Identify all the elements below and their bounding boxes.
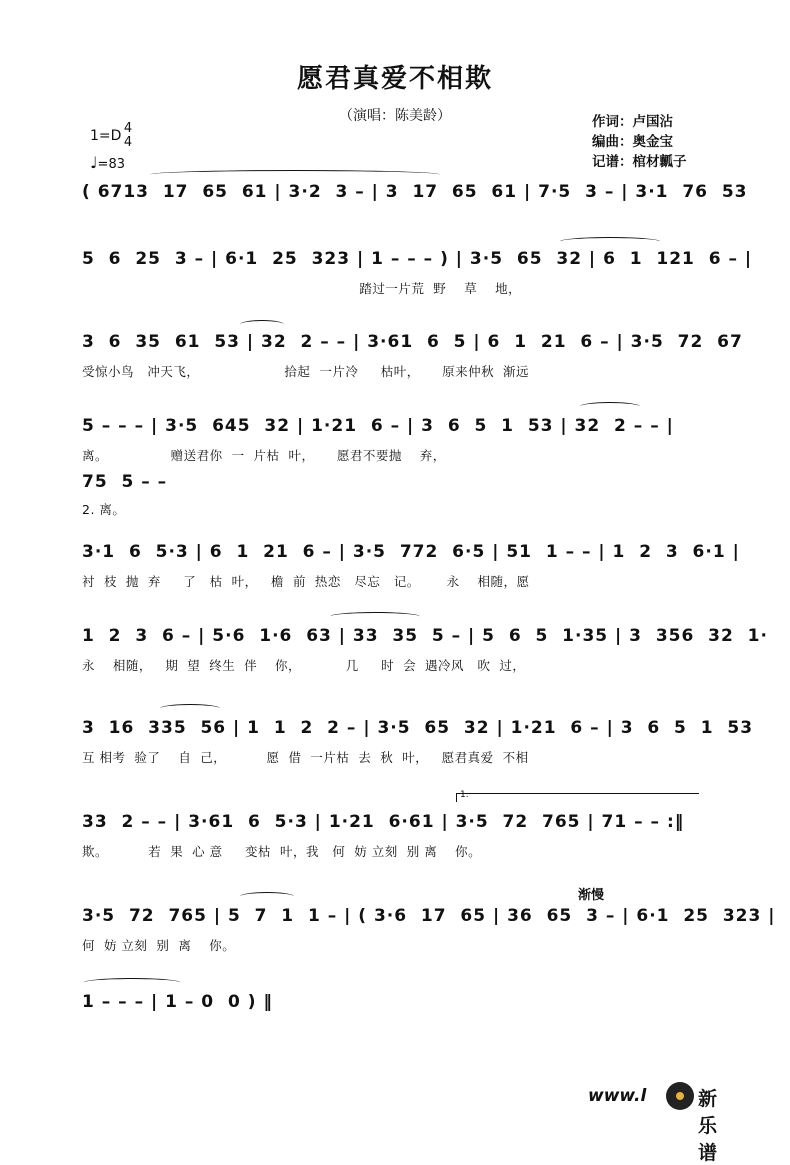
first-ending-bracket xyxy=(456,793,699,802)
time-signature xyxy=(122,122,134,150)
notes-line: 5 6 25 3 – | 6·1 25 323 | 1 – – – ) | 3·5 65 32 | 6 1 121 6 – | xyxy=(82,249,753,269)
lyrics-line: 2. 离。 xyxy=(82,502,126,517)
credits xyxy=(592,112,687,172)
record-disc-icon xyxy=(666,1082,694,1110)
notes-line: 3 6 35 61 53 | 32 2 – – | 3·61 6 5 | 6 1 21 6 – | 3·5 72 67 xyxy=(82,332,743,352)
lyrics-line: 衬 枝 抛 弃 了 枯 叶， 檐 前 热恋 尽忘 记。 永 相随，愿 xyxy=(82,574,530,589)
notes-line: 3·1 6 5·3 | 6 1 21 6 – | 3·5 772 6·5 | 51 1 – – | 1 2 3 6·1 | xyxy=(82,542,740,562)
slur xyxy=(560,237,660,246)
notes-line: 1 – – – | 1 – 0 0 ) ‖ xyxy=(82,992,273,1012)
lyrics-line: 欺。 若 果 心 意 变枯 叶，我 何 妨 立刻 别 离 你。 xyxy=(82,844,482,859)
lyrics-line: 互 相考 验了 自 己， 愿 借 一片枯 去 秋 叶， 愿君真爱 不相 xyxy=(82,750,529,765)
slur xyxy=(330,612,420,621)
time-signature-bottom: 4 xyxy=(123,135,133,150)
notes-line: 3 16 335 56 | 1 1 2 2 – | 3·5 65 32 | 1·21 6 – | 3 6 5 1 53 xyxy=(82,718,754,738)
first-ending-label: 1. xyxy=(460,790,469,800)
notes-line: 33 2 – – | 3·61 6 5·3 | 1·21 6·61 | 3·5 72 765 | 71 – – :‖ xyxy=(82,812,685,832)
tempo-value: =83 xyxy=(97,157,125,172)
lyricist-credit: 作词：卢国沾 xyxy=(592,114,673,130)
notes-line: 75 5 – – xyxy=(82,472,168,492)
notes-line: ( 6713 17 65 61 | 3·2 3 – | 3 17 65 61 | 7·5 3 – | 3·1 76 53 xyxy=(82,182,748,202)
notes-line: 5 – – – | 3·5 645 32 | 1·21 6 – | 3 6 5 1 53 | 32 2 – – | xyxy=(82,416,674,436)
composer-credit: 编曲：奥金宝 xyxy=(592,134,673,150)
key-signature: 1=D xyxy=(90,128,122,144)
song-title: 愿君真爱不相欺 xyxy=(296,64,493,94)
logo-name: 新乐谱 xyxy=(698,1088,718,1164)
tempo-mark xyxy=(90,153,125,172)
performer-label: （演唱：陈美龄） xyxy=(339,108,451,124)
transcriber-credit: 记谱：棺材瓤子 xyxy=(592,154,687,170)
lyrics-line: 何 妨 立刻 别 离 你。 xyxy=(82,938,236,953)
lyrics-line: 受惊小鸟 冲天飞， 拾起 一片冷 枯叶， 原来仲秋 渐远 xyxy=(82,364,530,379)
notes-line: 3·5 72 765 | 5 7 1 1 – | ( 3·6 17 65 | 36 65 3 – | 6·1 25 323 | xyxy=(82,906,776,926)
logo-url-text: www.l xyxy=(588,1086,647,1106)
slur xyxy=(84,978,180,987)
slur xyxy=(240,892,294,901)
slur xyxy=(160,704,220,713)
ritardando-mark: 渐慢 xyxy=(578,888,605,903)
slur xyxy=(240,320,284,329)
lyrics-line: 踏过一片荒 野 草 地， xyxy=(82,281,522,296)
notes-line: 1 2 3 6 – | 5·6 1·6 63 | 33 35 5 – | 5 6 5 1·35 | 3 356 32 1· xyxy=(82,626,768,646)
lyrics-line: 永 相随， 期 望 终生 伴 你， 几 时 会 遇冷风 吹 过， xyxy=(82,658,526,673)
time-signature-top: 4 xyxy=(123,121,133,136)
lyrics-line: 离。 赠送君你 一 片枯 叶， 愿君不要抛 弃， xyxy=(82,448,446,463)
slur xyxy=(580,402,640,411)
quarter-note-icon: ♩ xyxy=(90,153,98,172)
slur xyxy=(150,170,440,179)
